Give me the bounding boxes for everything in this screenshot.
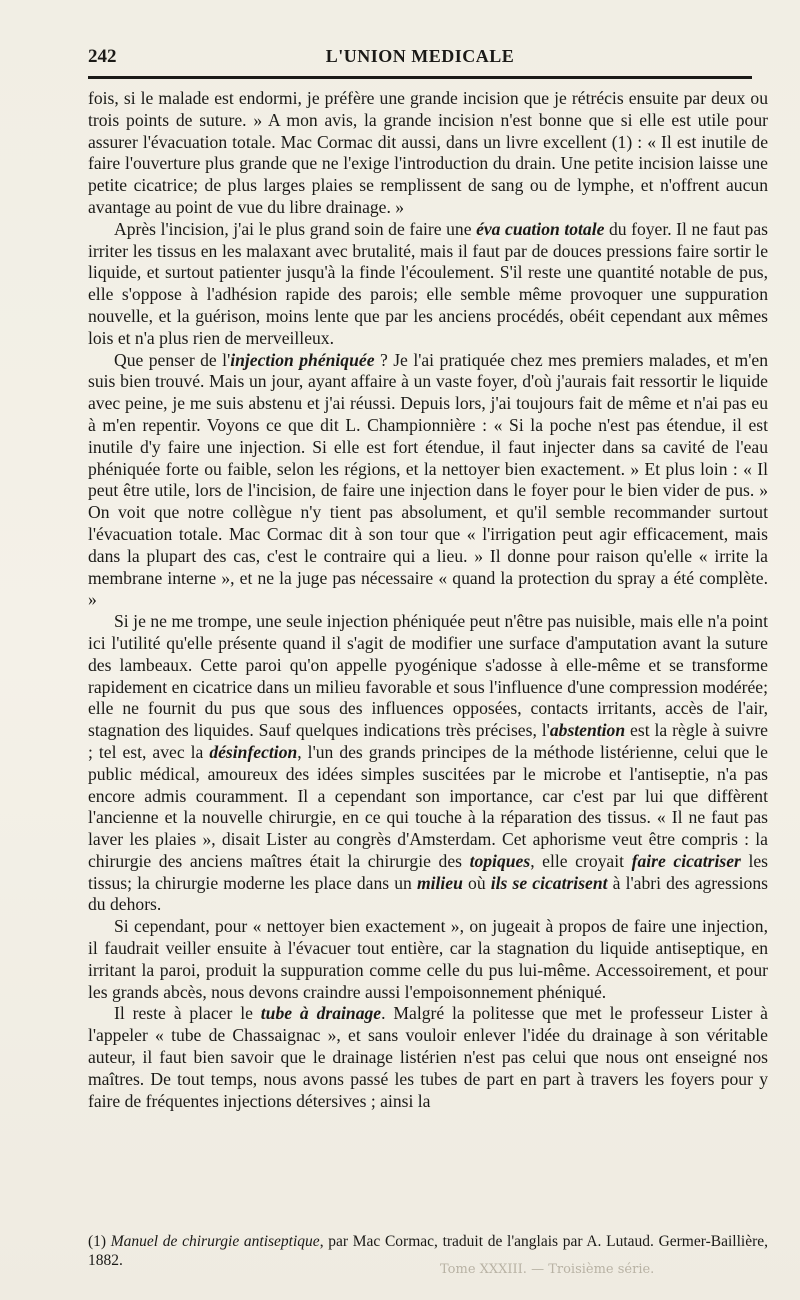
text-run: Il reste à placer le: [114, 1003, 261, 1024]
page-header: [88, 46, 752, 70]
emphasis-text: ils se cicatrisent: [490, 872, 608, 893]
emphasis-text: milieu: [416, 872, 463, 893]
text-run: , l'un des grands principes de la méthode listérienne, celui que le public médical, amoureux des idées simples suscitées par le microbe et l'antiseptie, n'a pas encore admis couramment. Il a cependant son importance, car c'est par lui que diffèrent l'ancienne et la nouvelle chirurgie, en ce qui touche à la réparation des tissus. « Il ne faut pas laver les plaies », disait Lister au congrès d'Amsterdam. Cet aphorisme veut être compris : la chirurgie des anciens maîtres était la chirurgie des: [88, 741, 768, 871]
text-run: Si cependant, pour « nettoyer bien exactement », on jugeait à propos de faire une injection, il faudrait veiller ensuite à l'évacuer tout entière, car la stagnation du liquide antiseptique, en irritant la paroi, produit la suppuration comme celle du pus lui-même. Accessoirement, et pour les grands abcès, nous devons craindre aussi l'empoisonnement phéniqué.: [88, 916, 768, 1002]
body-text: [88, 88, 768, 1112]
running-title: L'UNION MEDICALE: [325, 46, 515, 66]
text-run: Après l'incision, j'ai le plus grand soin de faire une: [114, 218, 477, 239]
bleed-through-text: Tome XXXIII. — Troisième série.: [440, 1262, 655, 1277]
emphasis-text: topiques: [469, 850, 531, 871]
text-run: Que penser de l': [114, 349, 231, 370]
paragraph: [88, 1003, 768, 1112]
paragraph: [88, 611, 768, 916]
text-run: à l'abri des agressions du dehors.: [88, 872, 768, 915]
text-run: fois, si le malade est endormi, je préfère une grande incision que je rétrécis ensuite par deux ou trois points de suture. » A mon avis, la grande incision n'est bonne que si elle est utile pour assurer l'évacuation totale. Mac Cormac dit aussi, dans un livre excellent (1) : « Il est inutile de faire l'ouverture plus grande que ne l'exige l'introduction du drain. Une petite incision laisse une petite cicatrice; de plus larges plaies se remplissent de sang ou de lymphe, et n'offrent aucun avantage au point de vue du libre drainage. »: [88, 88, 768, 217]
text-run: , par Mac Cormac, traduit de l'anglais par A. Lutaud. Germer-Baillière, 1882.: [88, 1233, 768, 1269]
emphasis-text: tube à drainage: [260, 1003, 382, 1024]
text-run: ? Je l'ai pratiquée chez mes premiers malades, et m'en suis bien trouvé. Mais un jour, ayant affaire à un vaste foyer, d'où j'aurais fait ressortir le liquide avec peine, je me suis abstenu et j'ai réussi. Depuis lors, j'ai toujours fait de même et n'ai pas eu à m'en repentir. Voyons ce que dit L. Championnière : « Si la poche n'est pas étendue, il est inutile d'y faire une injection. Si elle est fort étendue, il faut injecter dans sa cavité de l'eau phéniquée forte ou faible, selon les régions, et la nettoyer bien exactement. » Et plus loin : « Il peut être utile, lors de l'incision, de faire une injection dans le foyer pour le bien vider de pus. » On voit que notre collègue n'y tient pas absolument, et qu'il semble recommander surtout l'évacuation totale. Mac Cormac dit à son tour que « l'irrigation peut agir efficacement, mais dans la plupart des cas, c'est le contraire qui a lieu. » Il donne pour raison qu'elle « irrite la membrane interne », et ne la juge pas nécessaire « quand la protection du spray a été complète. »: [88, 349, 768, 610]
text-run: (1): [88, 1233, 111, 1250]
text-run: , elle croyait: [530, 850, 632, 871]
paragraph: [88, 219, 768, 350]
text-run: les tissus; la chirurgie moderne les place dans un: [88, 850, 769, 893]
text-run: . Malgré la politesse que met le professeur Lister à l'appeler « tube de Chassaignac », et sans vouloir enlever l'idée du drainage à son véritable auteur, il faut bien savoir que le drainage listérien n'est pas celui que nous ont enseigné nos maîtres. De tout temps, nous avons passé les tubes de part en part à travers les foyers pour y faire de fréquentes injections détersives ; ainsi la: [88, 1003, 768, 1111]
text-run: est la règle à suivre ; tel est, avec la: [88, 720, 768, 762]
text-run: du foyer. Il ne faut pas irriter les tissus en les malaxant avec brutalité, mais il faut par de douces pressions faire sortir le liquide, et surtout patienter jusqu'à la finde l'écoulement. S'il reste une quantité notable de pus, elle s'oppose à l'adhésion rapide des parois; elle semble même provoquer une suppuration nouvelle, et la guérison, moins lente que par les anciens procédés, obéit cependant aux mêmes lois et n'a plus rien de merveilleux.: [88, 218, 768, 348]
emphasis-text: éva cuation totale: [476, 218, 605, 239]
footnote: [88, 1232, 768, 1270]
emphasis-text: injection phéniquée: [230, 349, 375, 370]
page-number: 242: [88, 46, 117, 67]
header-rule: [88, 76, 752, 79]
paragraph: [88, 916, 768, 1003]
text-run: Si je ne me trompe, une seule injection phéniquée peut n'être pas nuisible, mais elle n'a point ici l'utilité qu'elle présente quand il s'agit de modifier une surface d'amputation avant la suture des lambeaux. Cette paroi qu'on appelle pyogénique s'adosse à elle-même et se transforme rapidement en cicatrice dans un milieu favorable et sous l'influence d'une compression modérée; elle ne fournit du pus que sous des influences opposées, contacts irritants, accès de l'air, stagnation des liquides. Sauf quelques indications très précises, l': [88, 611, 768, 741]
emphasis-text: Manuel de chirurgie antiseptique: [110, 1233, 320, 1250]
emphasis-text: abstention: [549, 720, 626, 741]
paragraph: [88, 350, 768, 612]
paragraph: [88, 88, 768, 219]
text-run: où: [462, 872, 491, 893]
emphasis-text: faire cicatriser: [631, 850, 741, 871]
emphasis-text: désinfection: [209, 741, 298, 762]
